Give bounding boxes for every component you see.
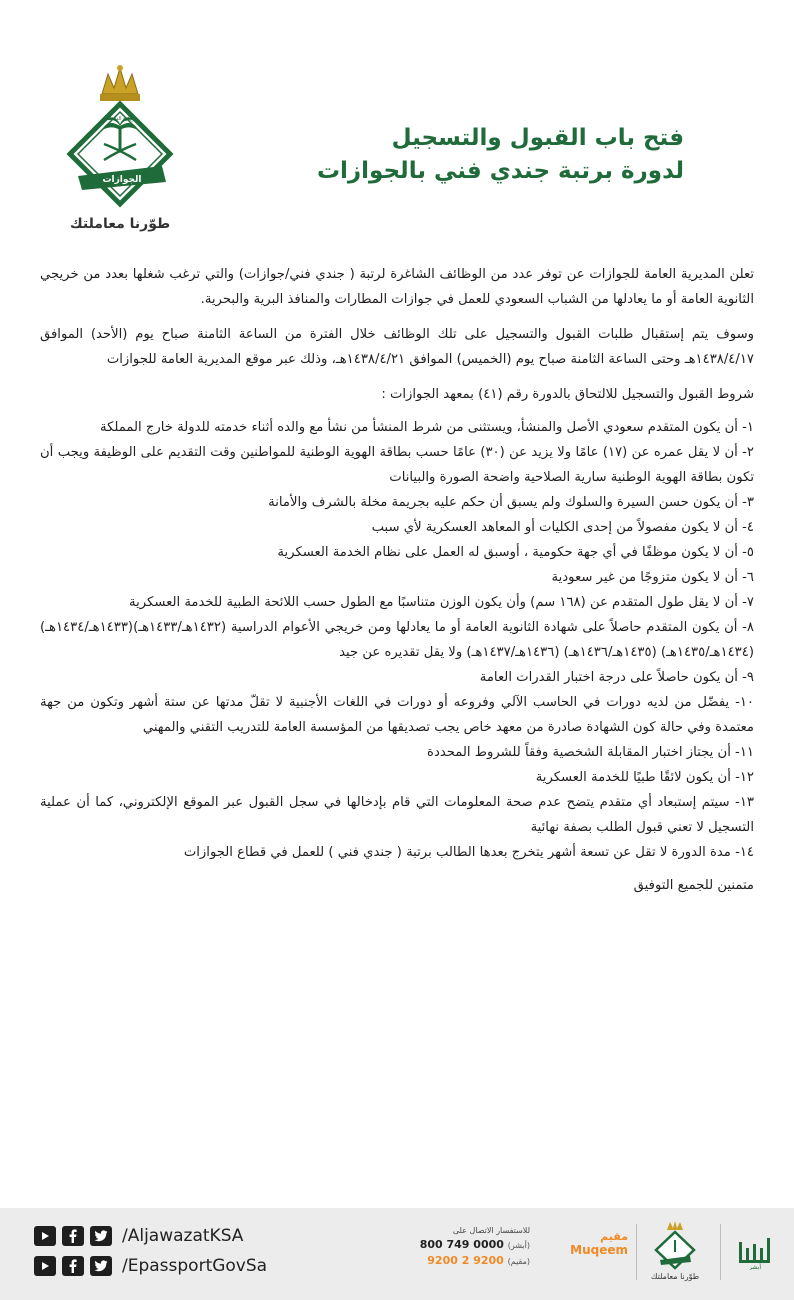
condition-item: ١٤- مدة الدورة لا تقل عن تسعة أشهر يتخرج بعدها الطالب برتبة ( جندي فني ) للعمل في قطاع الجوازات: [183, 845, 754, 860]
phone-1-note: (أبشر): [507, 1241, 530, 1250]
condition-item: ١١- أن يجتاز اختبار المقابلة الشخصية وفقاً للشروط المحددة: [427, 745, 754, 760]
twitter-icon[interactable]: [90, 1256, 112, 1276]
closing-line: متمنين للجميع التوفيق: [633, 878, 754, 893]
condition-item: ٨- أن يكون المتقدم حاصلاً على شهادة الثانوية العامة أو ما يعادلها ومن خريجي الأعوام الدراسية (١٤٣٢هـ/١٤٣٣هـ)(١٤٣٣هـ/١٤٣٤هـ)(١٤٣٤هـ/١٤٣٥هـ) (١٤٣٥هـ/١٤٣٦هـ) (١٤٣٦هـ/١٤٣٧هـ) ولا يقل تقديره عن جيد: [40, 620, 754, 660]
social-row-2: [34, 1254, 267, 1278]
conditions-list: [40, 415, 754, 865]
phone-2-note: (مقيم): [507, 1257, 530, 1266]
condition-item: ١٣- سيتم إستبعاد أي متقدم يتضح عدم صحة المعلومات التي قام بإدخالها في سجل القبول عبر الموقع الإلكتروني، كما أن عملية التسجيل لا تعني قبول الطلب بصفة نهائية: [40, 795, 754, 835]
announcement-body: [40, 262, 754, 911]
title-line-1: فتح باب القبول والتسجيل: [391, 125, 684, 151]
condition-item: ٧- أن لا يقل طول المتقدم عن (١٦٨ سم) وأن يكون الوزن متناسبًا مع الطول حسب اللائحة الطبية للخدمة العسكرية: [129, 595, 754, 610]
facebook-icon[interactable]: [62, 1256, 84, 1276]
jawazat-emblem-logo: [60, 64, 180, 214]
condition-item: ١- أن يكون المتقدم سعودي الأصل والمنشأ، ويستثنى من شرط المنشأ من نشأ مع والده أثناء خدمته للدولة خارج المملكة: [100, 420, 754, 435]
condition-item: ٤- أن لا يكون مفصولاً من إحدى الكليات أو المعاهد العسكرية لأي سبب: [371, 520, 754, 535]
phone-1[interactable]: 800 749 0000: [419, 1238, 504, 1251]
condition-item: ٣- أن يكون حسن السيرة والسلوك ولم يسبق أن حكم عليه بجريمة مخلة بالشرف والأمانة: [268, 495, 754, 510]
social-handle-1[interactable]: /AljawazatKSA: [122, 1226, 244, 1246]
footer: [0, 1208, 794, 1300]
social-handle-2[interactable]: /EpassportGovSa: [122, 1256, 268, 1276]
muqeem-ar: مقيم: [600, 1230, 628, 1243]
phone-2[interactable]: 9200 2 9200: [427, 1254, 504, 1267]
footer-divider: [636, 1224, 637, 1280]
page-title: [264, 122, 684, 188]
intro-paragraph: تعلن المديرية العامة للجوازات عن توفر عدد من الوظائف الشاغرة لرتبة ( جندي فني/جوازات) والتي ترغب شغلها بعدد من خريجي الثانوية العامة أو ما يعادلها من الشباب السعودي للعمل في جوازات المطارات والمنافذ البرية والبحرية.: [40, 267, 754, 307]
phone-line-1: [330, 1238, 530, 1251]
title-line-2: لدورة برتبة جندي فني بالجوازات: [316, 158, 684, 184]
youtube-icon[interactable]: [34, 1256, 56, 1276]
absher-logo: [735, 1234, 775, 1270]
emblem-name-text: الجوازات: [102, 175, 142, 185]
slogan: طوّرنا معاملتك: [69, 216, 171, 232]
header: [0, 0, 794, 260]
facebook-icon[interactable]: [62, 1226, 84, 1246]
muqeem-logo: [568, 1230, 628, 1257]
condition-item: ٦- أن لا يكون متزوجًا من غير سعودية: [551, 570, 754, 585]
crown-icon: [100, 65, 140, 101]
contact-label: للاستفسار الاتصال على: [452, 1226, 530, 1235]
twitter-icon[interactable]: [90, 1226, 112, 1246]
condition-item: ٥- أن لا يكون موظفًا في أي جهة حكومية ، أوسبق له العمل على نظام الخدمة العسكرية: [277, 545, 754, 560]
contact-info: [330, 1226, 530, 1267]
condition-item: ٩- أن يكون حاصلاً على درجة اختبار القدرات العامة: [479, 670, 754, 685]
mini-jawazat-emblem-logo: [650, 1220, 700, 1270]
youtube-icon[interactable]: [34, 1226, 56, 1246]
phone-line-2: [330, 1254, 530, 1267]
absher-mark-text: أبشر: [749, 1264, 761, 1270]
footer-divider: [720, 1224, 721, 1280]
condition-item: ٢- أن لا يقل عمره عن (١٧) عامًا ولا يزيد عن (٣٠) عامًا حسب بطاقة الهوية الوطنية للمواطنين وقت التقديم على الوظيفة ويجب أن تكون بطاقة الهوية الوطنية سارية الصلاحية واضحة الصورة والبيانات: [40, 445, 755, 485]
emblem-ministry-text: وزارة الداخلية: [105, 116, 135, 122]
conditions-heading: شروط القبول والتسجيل للالتحاق بالدورة رقم (٤١) بمعهد الجوازات :: [381, 387, 754, 402]
muqeem-en: Muqeem: [570, 1243, 628, 1257]
condition-item: ١٢- أن يكون لائقًا طبيًا للخدمة العسكرية: [535, 770, 754, 785]
social-row-1: [34, 1224, 243, 1248]
condition-item: ١٠- يفضّل من لديه دورات في الحاسب الآلي وفروعه أو دورات في اللغات الأجنبية لا تقلّ مدتها عن ستة أشهر وتكون من جهة معتمدة وفي حالة كون الشهادة صادرة من معهد خاص يجب تصديقها من المؤسسة العامة للتدريب التقني والمهني: [40, 695, 754, 735]
mini-slogan: طوّرنا معاملتك: [650, 1272, 700, 1281]
registration-period-paragraph: وسوف يتم إستقبال طلبات القبول والتسجيل على تلك الوظائف خلال الفترة من الساعة الثامنة صباح يوم (الأحد) الموافق ١٤٣٨/٤/١٧هـ وحتى الساعة الثامنة صباح يوم (الخميس) الموافق ١٤٣٨/٤/٢١هـ، وذلك عبر موقع المديرية العامة للجوازات: [40, 327, 754, 367]
